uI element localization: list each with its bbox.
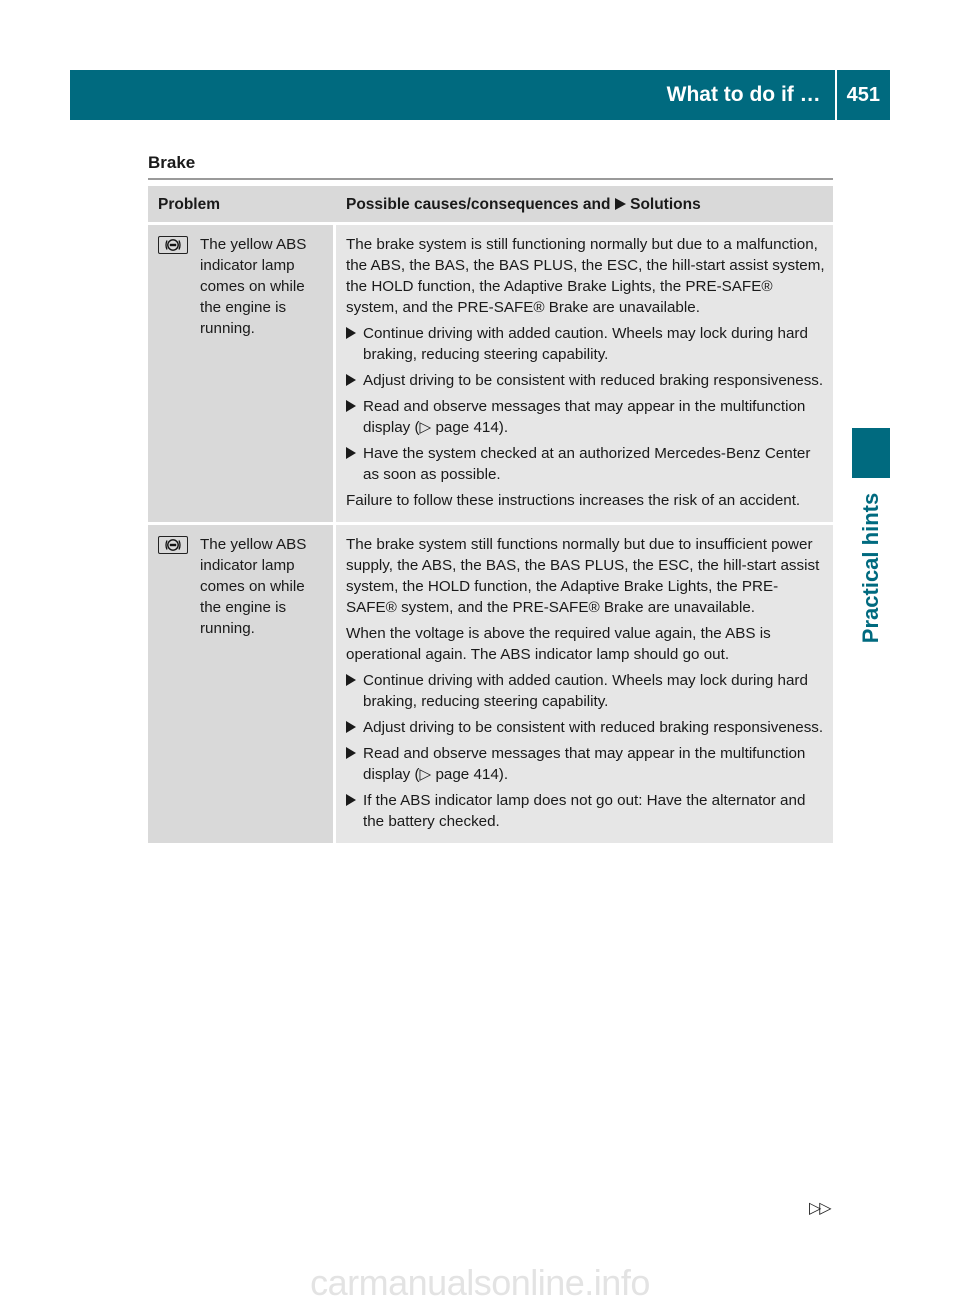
step-text: Read and observe messages that may appear in the multifunction display (▷ page 414). (363, 398, 806, 436)
table-row (148, 225, 833, 525)
brake-table (148, 186, 833, 843)
arrow-right-icon (615, 198, 626, 210)
chapter-label: Practical hints (858, 492, 884, 644)
arrow-right-icon (346, 374, 356, 386)
solution-step (346, 370, 825, 391)
problem-cell (148, 525, 336, 843)
abs-warning-icon (158, 236, 188, 254)
column-header-problem: Problem (148, 186, 336, 225)
solution-step (346, 790, 825, 832)
solution-step (346, 396, 825, 438)
page-number: 451 (846, 83, 880, 106)
step-text: Continue driving with added caution. Wheels may lock during hard braking, reducing steering capability. (363, 672, 808, 710)
abs-warning-icon (158, 536, 188, 554)
arrow-right-icon (346, 400, 356, 412)
solution-step (346, 717, 825, 738)
section-title: Brake (148, 153, 196, 172)
arrow-right-icon (346, 794, 356, 806)
table-header-row (148, 186, 833, 225)
watermark[interactable]: carmanualsonline.info (310, 1262, 650, 1303)
solution-step (346, 443, 825, 485)
solution-intro: The brake system is still functioning normally but due to a malfunction, the ABS, the BAS, the BAS PLUS, the ESC, the hill-start assist system, the HOLD function, the Adaptive Brake Lights, the PRE-SAFE® system, and the PRE-SAFE® Brake are unavailable. (346, 236, 825, 316)
arrow-right-icon (346, 447, 356, 459)
problem-text: The yellow ABS indicator lamp comes on while the engine is running. (200, 536, 307, 637)
chapter-tab (852, 428, 890, 478)
header-bar (70, 70, 890, 120)
step-text: Continue driving with added caution. Wheels may lock during hard braking, reducing steering capability. (363, 325, 808, 363)
section-title-rule (148, 178, 833, 180)
solution-step (346, 670, 825, 712)
arrow-right-icon (346, 327, 356, 339)
step-text: Have the system checked at an authorized Mercedes-Benz Center as soon as possible. (363, 445, 811, 483)
step-text: Read and observe messages that may appear in the multifunction display (▷ page 414). (363, 745, 806, 783)
column-header-solutions: Possible causes/consequences and Solutions (336, 186, 833, 225)
solution-outro: Failure to follow these instructions increases the risk of an accident. (346, 492, 801, 509)
step-text: Adjust driving to be consistent with reduced braking responsiveness. (363, 372, 824, 389)
chapter-label-container (852, 478, 890, 658)
table-row (148, 525, 833, 843)
solution-intro: The brake system still functions normally but due to insufficient power supply, the ABS, the BAS, the BAS PLUS, the ESC, the hill-start assist system, the HOLD function, the Adaptive Brake Lights, the PRE-SAFE® system, and the PRE-SAFE® Brake are unavailable. (346, 536, 820, 616)
arrow-right-icon (346, 721, 356, 733)
header-section-title: What to do if … (666, 83, 821, 106)
solution-intro-2: When the voltage is above the required value again, the ABS is operational again. The ABS indicator lamp should go out. (346, 625, 771, 663)
solution-cell (336, 525, 833, 843)
continued-marker: ▷▷ (809, 1200, 830, 1217)
arrow-right-icon (346, 747, 356, 759)
step-text: If the ABS indicator lamp does not go out: Have the alternator and the battery checked. (363, 792, 806, 830)
solution-step (346, 323, 825, 365)
solution-cell (336, 225, 833, 525)
step-text: Adjust driving to be consistent with reduced braking responsiveness. (363, 719, 824, 736)
problem-cell (148, 225, 336, 525)
solutions-header-text: Possible causes/consequences and (346, 195, 615, 213)
arrow-right-icon (346, 674, 356, 686)
solution-step (346, 743, 825, 785)
problem-text: The yellow ABS indicator lamp comes on while the engine is running. (200, 236, 307, 337)
